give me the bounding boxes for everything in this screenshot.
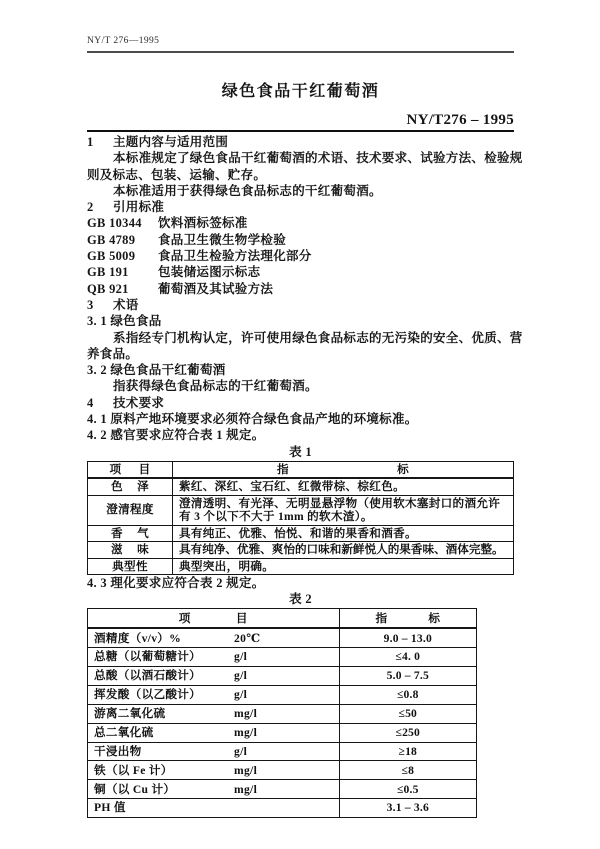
table-row: [88, 742, 477, 761]
item-name: 总糖（以葡萄糖计）: [94, 650, 202, 664]
spec-cell: ≤50: [339, 704, 476, 723]
item-cell: 香 气: [88, 525, 173, 542]
subsection-3-1-heading: 3. 1 绿色食品: [87, 314, 162, 329]
section-3-heading: [87, 297, 514, 313]
item-name: 酒精度（v/v）%: [94, 631, 182, 645]
item-name: 铜（以 Cu 计）: [94, 782, 176, 796]
table-row: [88, 704, 477, 723]
spec-cell: 紫红、深红、宝石红、红微带棕、棕红色。: [173, 478, 514, 495]
spec-cell: ≤8: [339, 761, 476, 780]
document-title: 绿色食品干红葡萄酒: [221, 83, 380, 100]
section-title: 术语: [113, 297, 139, 312]
item-cell: 澄清程度: [88, 495, 173, 525]
spec-cell: 3.1 – 3.6: [339, 799, 476, 818]
section-number: 2: [87, 200, 94, 215]
spec-cell: ≤0.8: [339, 685, 476, 704]
table-row: [88, 799, 477, 818]
document-body: [87, 134, 523, 818]
reference-name: 饮料酒标签标准: [158, 216, 248, 231]
item-name: 挥发酸（以乙酸计）: [94, 688, 202, 702]
sensory-requirements-table: [87, 461, 514, 576]
subsection-4-1-line: 4. 1 原料产地环境要求必须符合绿色食品产地的环境标准。: [87, 412, 418, 427]
reference-item: [87, 248, 514, 264]
spec-cell: 具有纯净、优雅、爽怡的口味和新鲜悦人的果香味、酒体完整。: [173, 542, 514, 559]
section-number: 3: [87, 297, 94, 312]
table-2-caption: 表 2: [289, 592, 312, 607]
reference-item: [87, 215, 514, 231]
item-cell: [88, 799, 340, 818]
reference-code: GB 191: [87, 265, 129, 280]
reference-code: QB 921: [87, 281, 129, 296]
table-row: [88, 495, 514, 525]
item-name: 干浸出物: [94, 744, 142, 758]
item-unit: mg/l: [234, 782, 258, 796]
column-header-spec: 指 标: [173, 461, 514, 478]
spec-cell: ≥18: [339, 742, 476, 761]
table-row: [88, 478, 514, 495]
section-2-heading: [87, 199, 514, 215]
spec-cell: 典型突出，明确。: [173, 558, 514, 575]
table-row: [88, 723, 477, 742]
item-unit: mg/l: [234, 707, 258, 720]
subsection-4-2-line: 4. 2 感官要求应符合表 1 规定。: [87, 428, 265, 443]
section-title: 主题内容与适用范围: [113, 135, 229, 149]
item-unit: 20℃: [234, 631, 261, 645]
item-name: 总二氧化硫: [94, 725, 154, 739]
table-row: [88, 761, 477, 780]
section-number: 4: [87, 395, 94, 410]
spec-cell: 9.0 – 13.0: [339, 628, 476, 647]
reference-name: 包装储运图示标志: [158, 265, 261, 280]
table-row: [88, 558, 514, 575]
spec-cell: 具有纯正、优雅、怡悦、和谐的果香和酒香。: [173, 525, 514, 542]
item-name: 总酸（以酒石酸计）: [94, 669, 202, 683]
item-cell: [88, 648, 340, 667]
table-1-caption: 表 1: [289, 444, 312, 459]
subsection-3-2-heading: 3. 2 绿色食品干红葡萄酒: [87, 363, 226, 378]
paragraph-line: 本标准规定了绿色食品干红葡萄酒的术语、技术要求、试验方法、检验规: [113, 151, 523, 166]
section-number: 1: [87, 135, 94, 149]
table-row: [88, 685, 477, 704]
paragraph-line: 则及标志、包装、运输、贮存。: [87, 167, 267, 182]
table-header-row: [88, 609, 477, 628]
reference-name: 葡萄酒及其试验方法: [158, 281, 274, 296]
section-title: 技术要求: [113, 395, 165, 410]
item-unit: g/l: [234, 669, 248, 683]
table-header-row: [88, 461, 514, 478]
physicochemical-requirements-table: [87, 608, 477, 818]
item-name: PH 值: [94, 801, 126, 815]
section-4-heading: [87, 395, 514, 411]
table-row: [88, 542, 514, 559]
paragraph-line: 指获得绿色食品标志的干红葡萄酒。: [113, 379, 318, 394]
table-row: [88, 780, 477, 799]
spec-cell: 5.0 – 7.5: [339, 667, 476, 686]
table-row: [88, 648, 477, 667]
item-cell: [88, 704, 340, 723]
item-unit: g/l: [234, 688, 248, 702]
table-row: [88, 667, 477, 686]
section-1-heading: [87, 134, 514, 150]
reference-name: 食品卫生检验方法理化部分: [158, 249, 312, 264]
item-cell: [88, 667, 340, 686]
spec-cell: ≤0.5: [339, 780, 476, 799]
subsection-4-3-line: 4. 3 理化要求应符合表 2 规定。: [87, 576, 265, 591]
item-cell: 色 泽: [88, 478, 173, 495]
paragraph-line: 系指经专门机构认定，许可使用绿色食品标志的无污染的安全、优质、营: [113, 330, 523, 345]
item-cell: [88, 628, 340, 647]
column-header-item: 项 目: [88, 461, 173, 478]
table-row: [88, 628, 477, 647]
item-cell: 典型性: [88, 558, 173, 575]
spec-cell: ≤250: [339, 723, 476, 742]
item-unit: mg/l: [234, 725, 258, 739]
column-header-spec: 指 标: [339, 609, 476, 628]
item-cell: [88, 742, 340, 761]
reference-code: GB 10344: [87, 216, 142, 231]
item-unit: mg/l: [234, 763, 258, 777]
item-cell: [88, 723, 340, 742]
standard-number-heading: NY/T276 – 1995: [87, 112, 514, 132]
page-content: [87, 36, 523, 818]
item-cell: [88, 761, 340, 780]
item-unit: g/l: [234, 650, 248, 664]
item-cell: 滋 味: [88, 542, 173, 559]
reference-name: 食品卫生微生物学检验: [158, 232, 287, 247]
item-unit: g/l: [234, 744, 248, 758]
reference-item: [87, 232, 514, 248]
table-row: [88, 525, 514, 542]
paragraph-line: 养食品。: [87, 346, 139, 361]
spec-cell: 澄清透明、有光泽、无明显悬浮物（使用软木塞封口的酒允许有 3 个以下不大于 1mm 的软木渣）。: [173, 495, 514, 525]
item-name: 游离二氧化硫: [94, 707, 166, 720]
column-header-item: 项 目: [88, 609, 340, 628]
item-cell: [88, 780, 340, 799]
reference-code: GB 5009: [87, 249, 136, 264]
paragraph-line: 本标准适用于获得绿色食品标志的干红葡萄酒。: [113, 183, 382, 198]
spec-cell: ≤4. 0: [339, 648, 476, 667]
reference-item: [87, 264, 514, 280]
running-header-standard-number: NY/T 276—1995: [87, 36, 160, 46]
item-name: 铁（以 Fe 计）: [94, 763, 173, 777]
item-cell: [88, 685, 340, 704]
reference-code: GB 4789: [87, 232, 136, 247]
header-divider: [87, 51, 514, 53]
section-title: 引用标准: [113, 200, 165, 215]
reference-item: [87, 281, 514, 297]
